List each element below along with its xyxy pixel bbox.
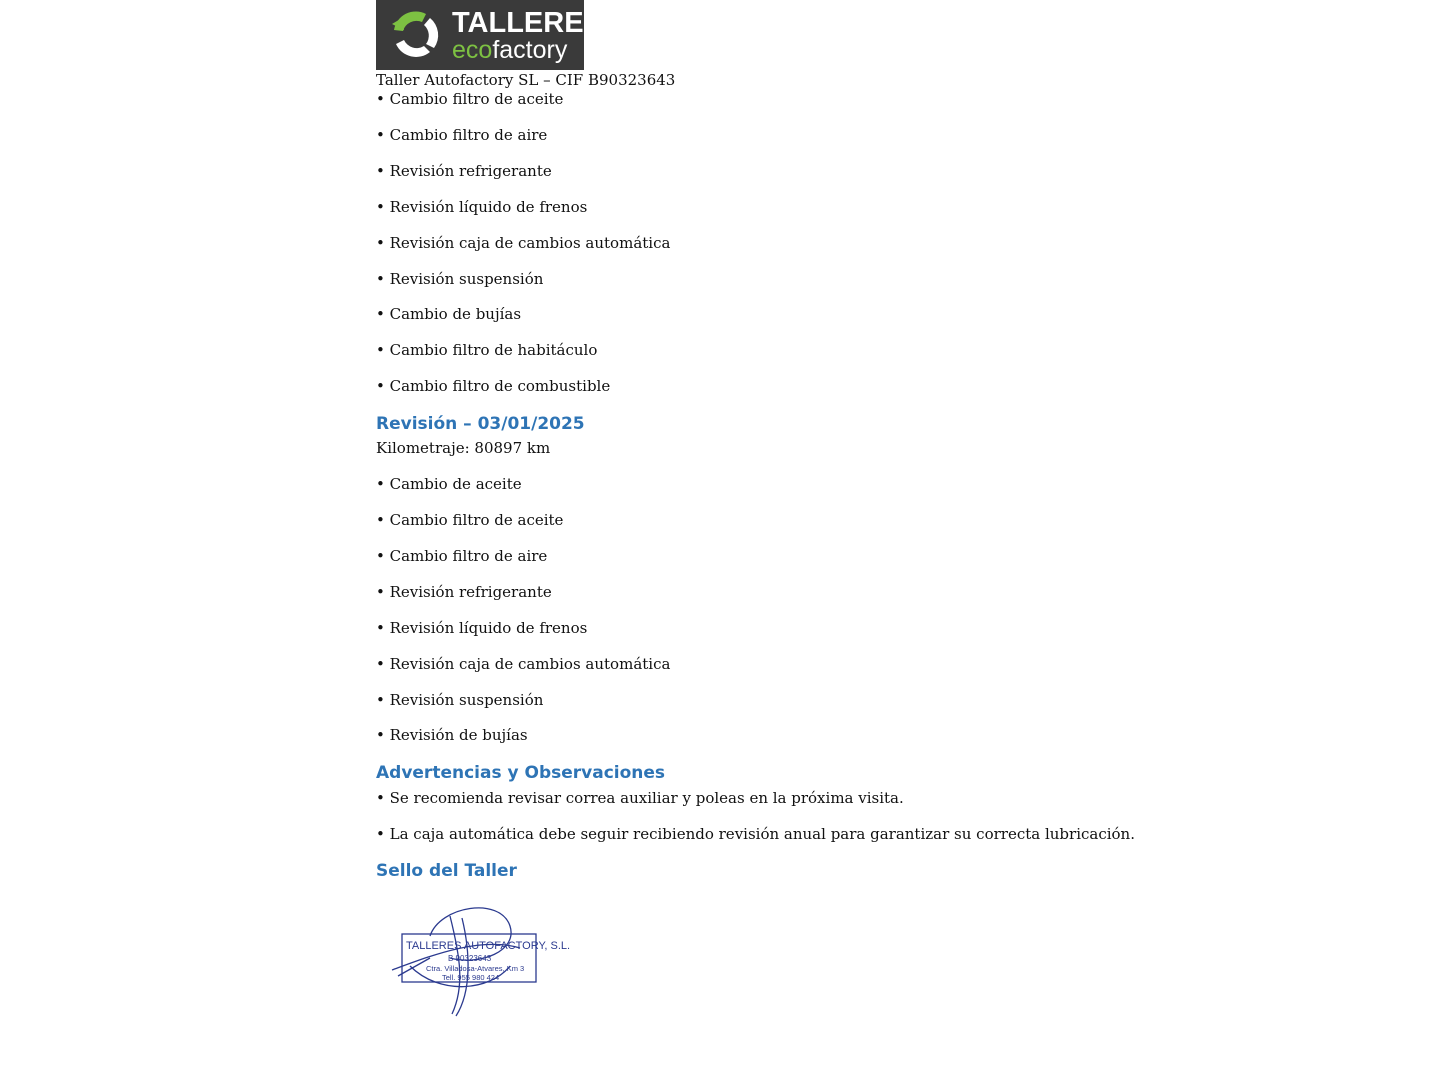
list-item: • Revisión líquido de frenos xyxy=(376,619,588,637)
mileage-text: Kilometraje: 80897 km xyxy=(376,439,551,457)
svg-text:TALLERES: TALLERES xyxy=(452,7,603,39)
logo-graphic xyxy=(376,0,603,70)
stamp-graphic xyxy=(390,896,571,1026)
list-item: • Cambio filtro de habitáculo xyxy=(376,341,598,359)
list-item: • Cambio de aceite xyxy=(376,475,522,493)
svg-text:Tell. 955 980 424: Tell. 955 980 424 xyxy=(442,973,500,982)
list-item: • Cambio filtro de aceite xyxy=(376,90,564,108)
warning-item: • Se recomienda revisar correa auxiliar y poleas en la próxima visita. xyxy=(376,789,904,807)
list-item: • Cambio de bujías xyxy=(376,305,522,323)
list-item: • Revisión suspensión xyxy=(376,691,544,709)
list-item: • Revisión caja de cambios automática xyxy=(376,234,671,252)
revision-heading: Revisión – 03/01/2025 xyxy=(376,414,585,434)
svg-text:Ctra. Villadosa-Atvares, Km 3: Ctra. Villadosa-Atvares, Km 3 xyxy=(426,964,525,973)
list-item: • Revisión de bujías xyxy=(376,726,528,744)
list-item: • Cambio filtro de aire xyxy=(376,126,548,144)
list-item: • Revisión refrigerante xyxy=(376,583,552,601)
workshop-stamp xyxy=(390,896,571,1026)
stamp-heading: Sello del Taller xyxy=(376,861,517,881)
list-item: • Revisión refrigerante xyxy=(376,162,552,180)
svg-text:TALLERES AUTOFACTORY, S.L.: TALLERES AUTOFACTORY, S.L. xyxy=(406,940,571,952)
warnings-heading: Advertencias y Observaciones xyxy=(376,763,666,783)
list-item: • Cambio filtro de aire xyxy=(376,547,548,565)
svg-text:ecofactory: ecofactory xyxy=(452,36,568,64)
list-item: • Revisión caja de cambios automática xyxy=(376,655,671,673)
list-item: • Revisión líquido de frenos xyxy=(376,198,588,216)
list-item: • Revisión suspensión xyxy=(376,270,544,288)
company-logo xyxy=(376,0,603,70)
list-item: • Cambio filtro de combustible xyxy=(376,377,611,395)
svg-text:B 90323643: B 90323643 xyxy=(448,954,492,963)
list-item: • Cambio filtro de aceite xyxy=(376,511,564,529)
warning-item: • La caja automática debe seguir recibiendo revisión anual para garantizar su correcta lubricación. xyxy=(376,825,1135,843)
company-line: Taller Autofactory SL – CIF B90323643 xyxy=(376,71,676,89)
